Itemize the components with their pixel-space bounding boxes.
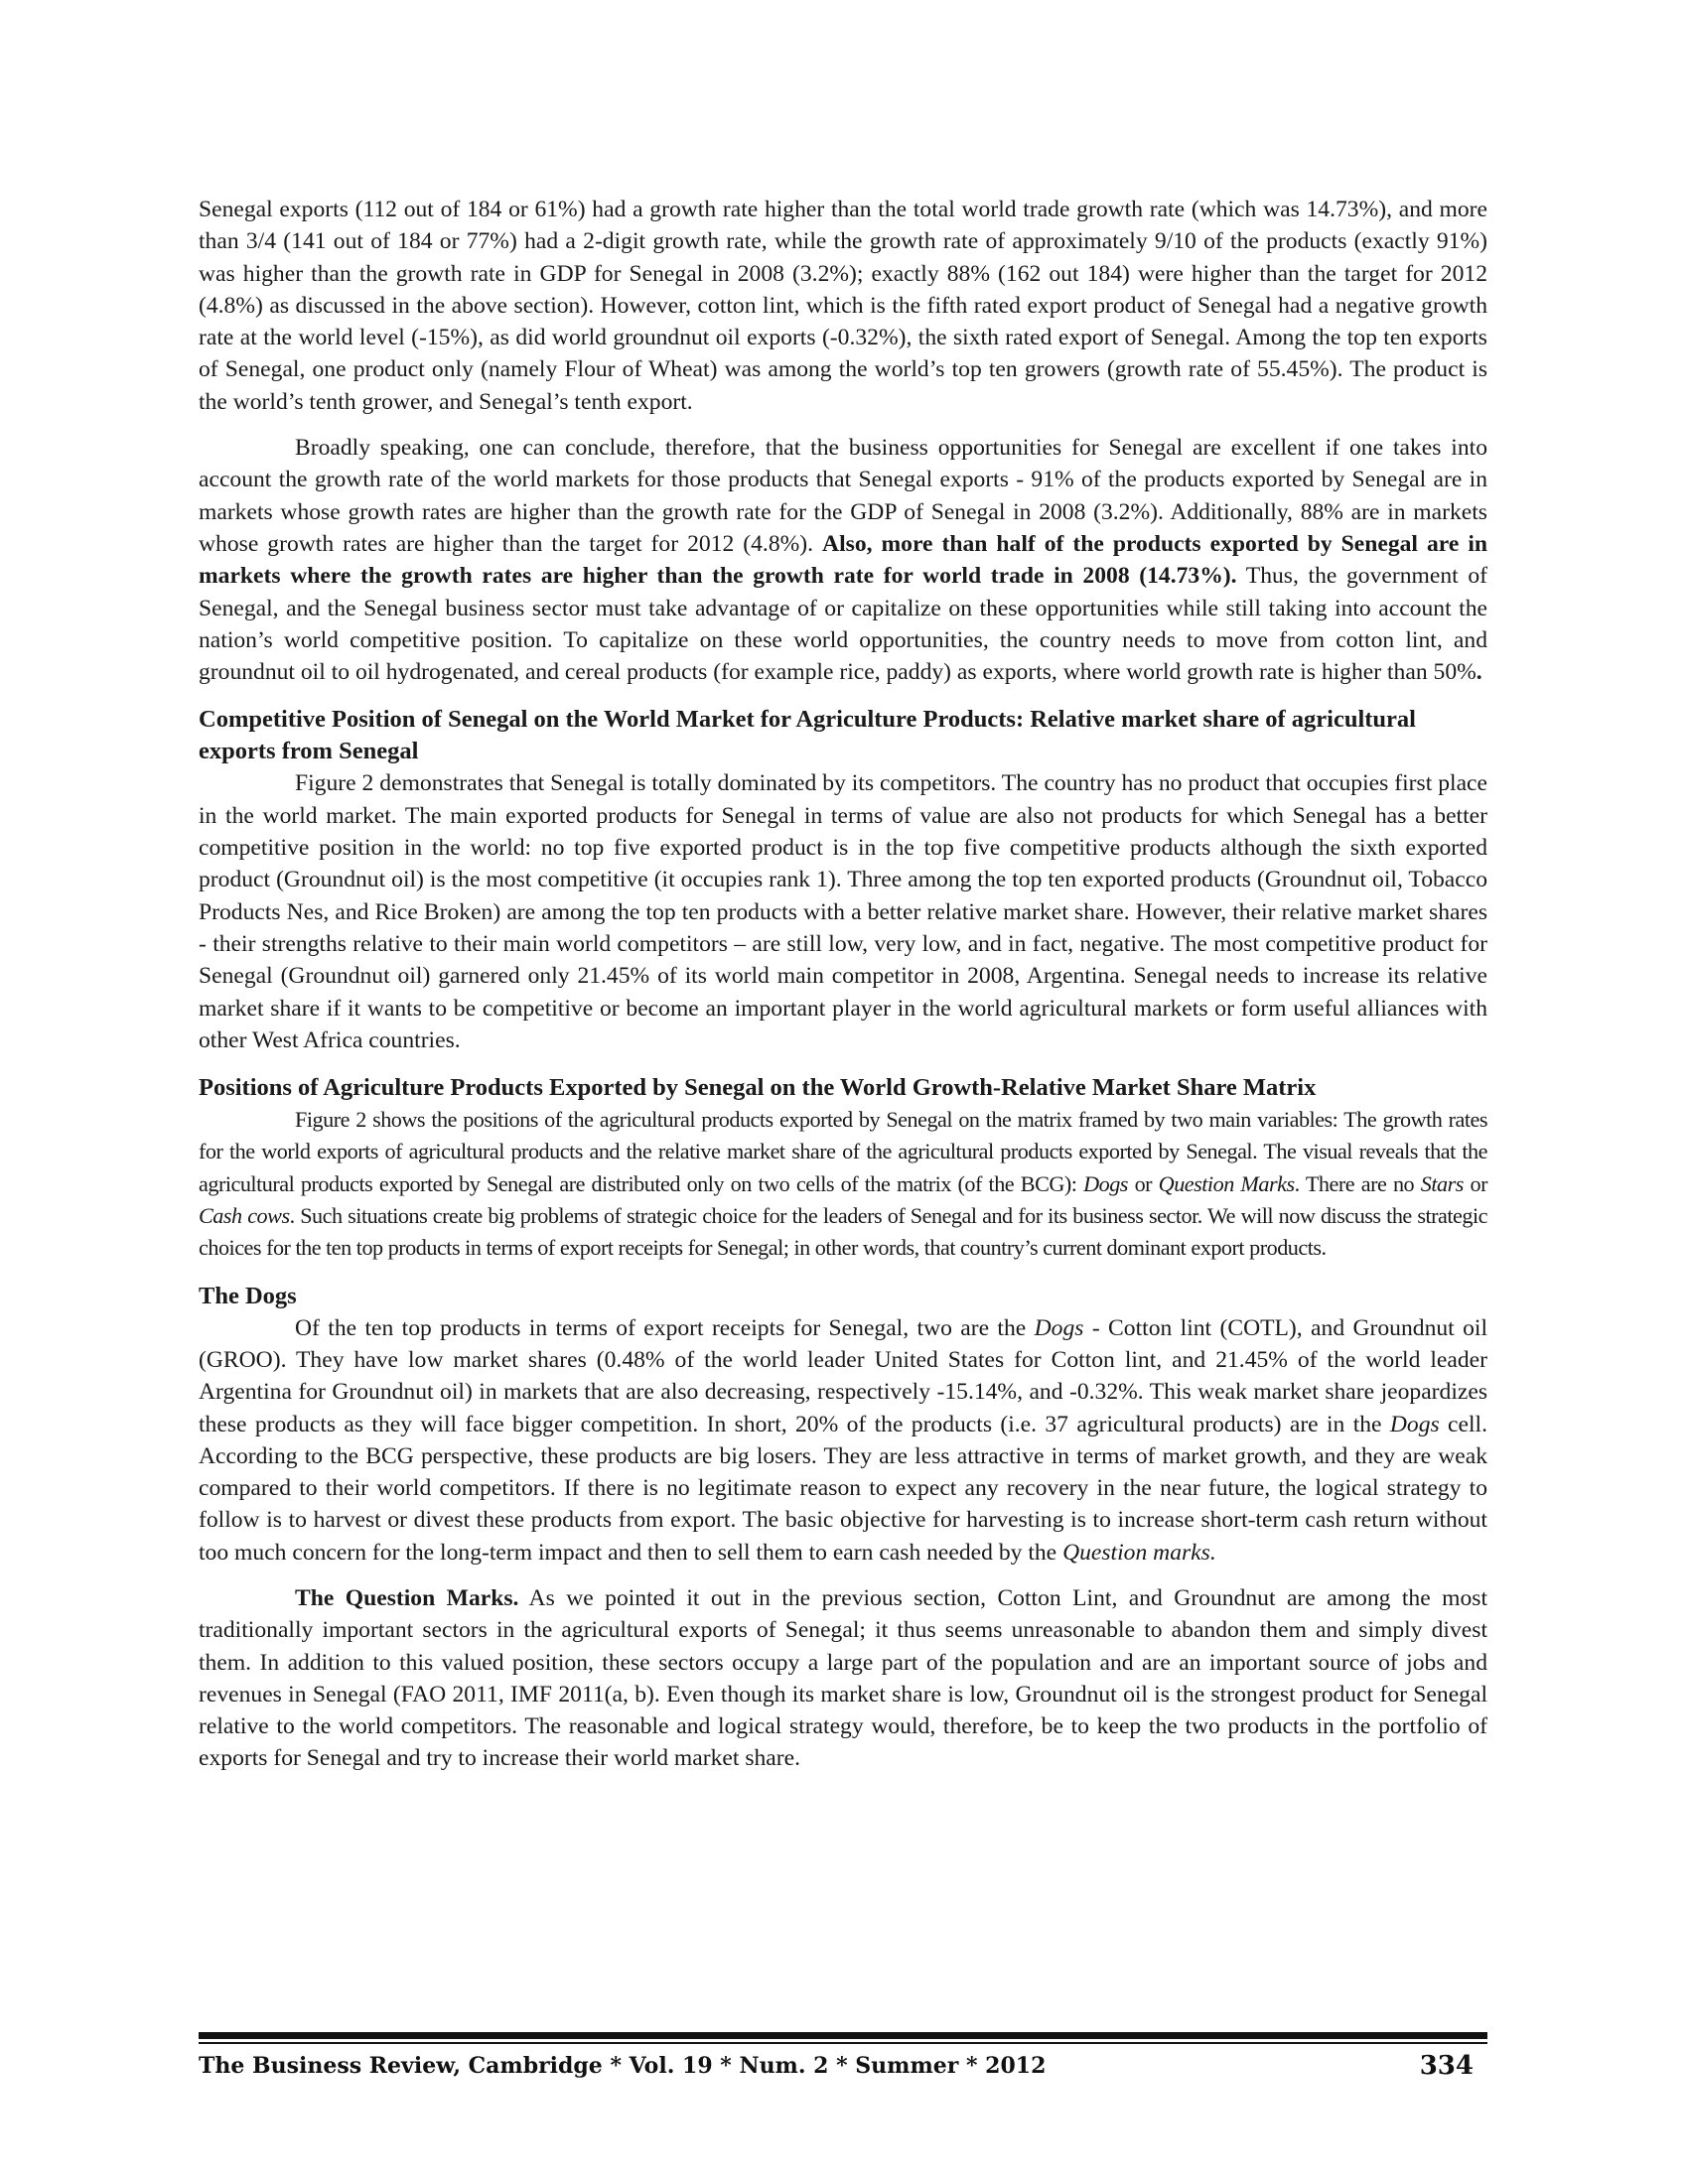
run-in-heading-question-marks: The Question Marks. xyxy=(295,1584,519,1611)
italic-term: Stars xyxy=(1420,1170,1464,1196)
text-run: . There are no xyxy=(1294,1170,1421,1196)
paragraph-matrix-positions xyxy=(199,1104,1487,1264)
text-run: cell. According to the BCG perspective, these products are big losers. They are less attractive in terms of market growth, and they are weak compared to their world competitors. If there is no legitimate reason to expect any recovery in the near future, the logical strategy to follow is to harvest or divest these products from export. The basic objective for harvesting is to increase short-term cash return without too much concern for the long-term impact and then to sell them to earn cash needed by the xyxy=(199,1411,1487,1566)
text-run: Thus, the government of Senegal, and the Senegal business sector must take advantage of or capitalize on these opportunities while still taking into account the nation’s world competitive position. To capitalize on these world opportunities, the country needs to move from cotton lint, and groundnut oil to oil hydrogenated, and cereal products (for example rice, paddy) as exports, where world growth rate is higher than 50% xyxy=(199,563,1487,686)
footer-rule xyxy=(199,2032,1487,2039)
footer-rule-thin xyxy=(199,2042,1487,2044)
text-run: - Cotton lint (COTL), and Groundnut oil (GROO). They have low market shares (0.48% of the world leader United States for Cotton lint, and 21.45% of the world leader Argentina for Groundnut oil) in markets that are also decreasing, respectively -15.14%, and -0.32%. This weak market share jeopardizes these products as they will face bigger competition. In short, 20% of the products (i.e. 37 agricultural products) are in the xyxy=(199,1314,1487,1437)
text-run: As we pointed it out in the previous section, Cotton Lint, and Groundnut are among the most traditionally important sectors in the agricultural exports of Senegal; it thus seems unreasonable to abandon them and simply divest them. In addition to this valued position, these sectors occupy a large part of the population and are an important source of jobs and revenues in Senegal (FAO 2011, IMF 2011(a, b). Even though its market share is low, Groundnut oil is the strongest product for Senegal relative to the world competitors. The reasonable and logical strategy would, therefore, be to keep the two products in the portfolio of exports for Senegal and try to increase their world market share. xyxy=(199,1584,1488,1772)
page-number: 334 xyxy=(1419,2051,1474,2081)
italic-term: Dogs xyxy=(1034,1314,1084,1341)
italic-term: Question Marks xyxy=(1158,1170,1295,1196)
text-run: Broadly speaking, one can conclude, therefore, that the business opportunities for Senegal are excellent if one takes into account the growth rate of the world markets for those products that Senegal exports - 91% of the products exported by Senegal are in markets whose growth rates are higher than the growth rate for the GDP of Senegal in 2008 (3.2%). Additionally, 88% are in markets whose growth rates are higher than the target for 2012 (4.8%). xyxy=(199,435,1487,557)
italic-term: Dogs xyxy=(1083,1170,1128,1196)
italic-term: Question marks. xyxy=(1062,1539,1216,1566)
journal-citation: The Business Review, Cambridge * Vol. 19 * Num. 2 * Summer * 2012 xyxy=(199,2053,1047,2079)
bold-emphasis: Also, more than half of the products exported by Senegal are in markets where the growth rates are higher than the growth rate for world trade in 2008 (14.73%). xyxy=(199,530,1488,590)
section-heading-competitive-position: Competitive Position of Senegal on the World Market for Agriculture Products: Relative market share of agricultural exports from Senegal xyxy=(199,706,1416,765)
paragraph-competitive-position: Figure 2 demonstrates that Senegal is totally dominated by its competitors. The country has no product that occupies first place in the world market. The main exported products for Senegal in terms of value are also not products for which Senegal has a better competitive position in the world: no top five exported product is in the top five competitive products although the sixth exported product (Groundnut oil) is the most competitive (it occupies rank 1). Three among the top ten exported products (Groundnut oil, Tobacco Products Nes, and Rice Broken) are among the top ten products with a better relative market share. However, their relative market shares - their strengths relative to their main world competitors – are still low, very low, and in fact, negative. The most competitive product for Senegal (Groundnut oil) garnered only 21.45% of its world main competitor in 2008, Argentina. Senegal needs to increase its relative market share if it wants to be competitive or become an important player in the world agricultural markets or form useful alliances with other West Africa countries. xyxy=(199,770,1487,1053)
text-run: . Such situations create big problems of strategic choice for the leaders of Senegal and for its business sector. We will now discuss the strategic choices for the ten top products in terms of export receipts for Senegal; in other words, that country’s current dominant export products. xyxy=(199,1203,1487,1261)
paragraph-growth-rates: Senegal exports (112 out of 184 or 61%) had a growth rate higher than the total world trade growth rate (which was 14.73%), and more than 3/4 (141 out of 184 or 77%) had a 2-digit growth rate, while the growth rate of approximately 9/10 of the products (exactly 91%) was higher than the growth rate in GDP for Senegal in 2008 (3.2%); exactly 88% (162 out 184) were higher than the target for 2012 (4.8%) as discussed in the above section). However, cotton lint, which is the fifth rated export product of Senegal had a negative growth rate at the world level (-15%), as did world groundnut oil exports (-0.32%), the sixth rated export of Senegal. Among the top ten exports of Senegal, one product only (namely Flour of Wheat) was among the world’s top ten growers (growth rate of 55.45%). The product is the world’s tenth grower, and Senegal’s tenth export. xyxy=(199,197,1487,415)
text-run: Of the ten top products in terms of export receipts for Senegal, two are the xyxy=(295,1314,1035,1341)
page-body xyxy=(199,194,1487,1775)
paragraph-question-marks xyxy=(199,1582,1487,1775)
italic-term: Cash cows xyxy=(199,1203,290,1229)
text-run: or xyxy=(1127,1170,1159,1196)
text-run: Figure 2 shows the positions of the agricultural products exported by Senegal on the matrix framed by two main variables: The growth rates for the world exports of agricultural products and the relative market share of the agricultural products exported by Senegal. The visual reveals that the agricultural products exported by Senegal are distributed only on two cells of the matrix (of the BCG): xyxy=(199,1107,1487,1196)
italic-term: Dogs xyxy=(1389,1411,1440,1437)
section-heading-matrix-positions: Positions of Agriculture Products Exported by Senegal on the World Growth-Relative Market Share Matrix xyxy=(199,1074,1317,1102)
text-run: or xyxy=(1463,1170,1487,1196)
paragraph-business-opportunities xyxy=(199,432,1487,688)
paragraph-dogs xyxy=(199,1312,1487,1569)
section-heading-dogs: The Dogs xyxy=(199,1282,297,1309)
bold-period: . xyxy=(1476,659,1482,686)
